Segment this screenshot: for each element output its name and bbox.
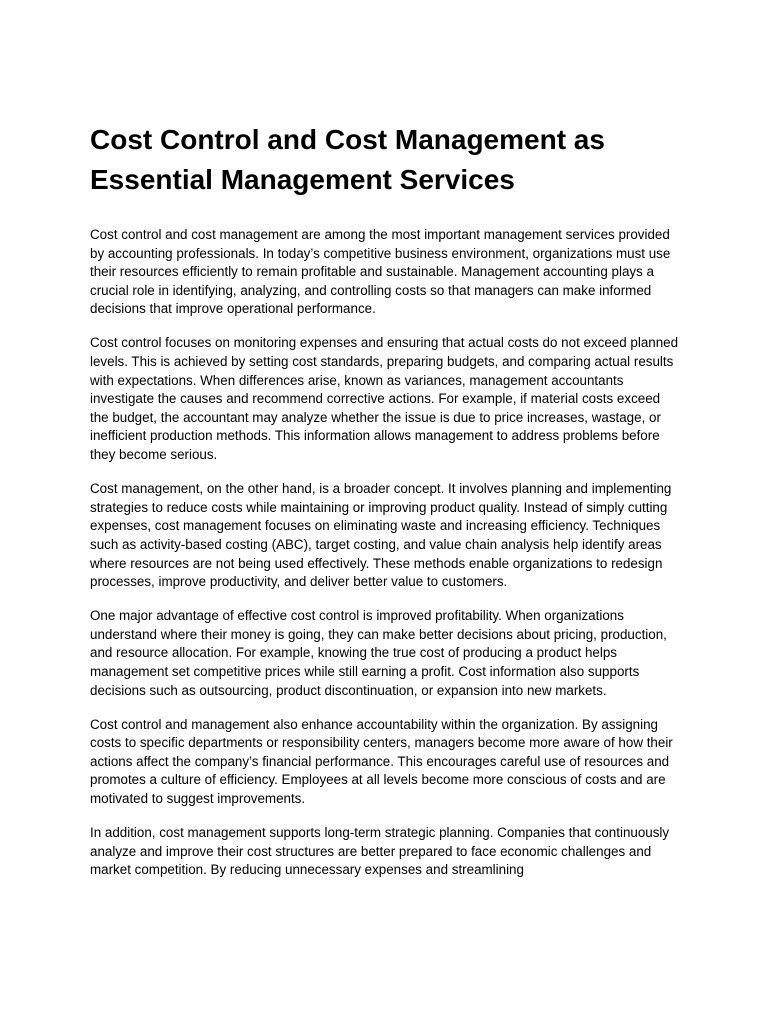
paragraph-5: Cost control and management also enhance accountability within the organization. By assigning costs to specific departments or responsibility centers, managers become more aware of how their actions affect the company’s financial performance. This encourages careful use of resources and promotes a culture of efficiency. Employees at all levels become more conscious of costs and are motivated to suggest improvements. — [90, 716, 673, 807]
document-title: Cost Control and Cost Management as Essential Management Services — [90, 124, 605, 195]
paragraph-1: Cost control and cost management are among the most important management services provided by accounting professionals. In today’s competitive business environment, organizations must use their resources efficiently to remain profitable and sustainable. Management accounting plays a crucial role in identifying, analyzing, and controlling costs so that managers can make informed decisions that improve operational performance. — [90, 227, 671, 317]
paragraph-2: Cost control focuses on monitoring expenses and ensuring that actual costs do not exceed planned levels. This is achieved by setting cost standards, preparing budgets, and comparing actual results with expectations. When differences arise, known as variances, management accountants investigate the causes and recommend corrective actions. For example, if material costs exceed the budget, the accountant may analyze whether the issue is due to price increases, wastage, or inefficient production methods. This information allows management to address problems before they become serious. — [90, 335, 679, 463]
paragraph-3: Cost management, on the other hand, is a broader concept. It involves planning and implementing strategies to reduce costs while maintaining or improving product quality. Instead of simply cutting expenses, cost management focuses on eliminating waste and increasing efficiency. Techniques such as activity-based costing (ABC), target costing, and value chain analysis help identify areas where resources are not being used effectively. These methods enable organizations to redesign processes, improve productivity, and deliver better value to customers. — [90, 481, 672, 590]
document-page — [90, 120, 680, 895]
paragraph-4: One major advantage of effective cost control is improved profitability. When organizations understand where their money is going, they can make better decisions about pricing, production, and resource allocation. For example, knowing the true cost of producing a product helps management set competitive prices while still earning a profit. Cost information also supports decisions such as outsourcing, product discontinuation, or expansion into new markets. — [90, 608, 667, 698]
paragraph-6: In addition, cost management supports long-term strategic planning. Companies that continuously analyze and improve their cost structures are better prepared to face economic challenges and market competition. By reducing unnecessary expenses and streamlining — [90, 825, 670, 878]
